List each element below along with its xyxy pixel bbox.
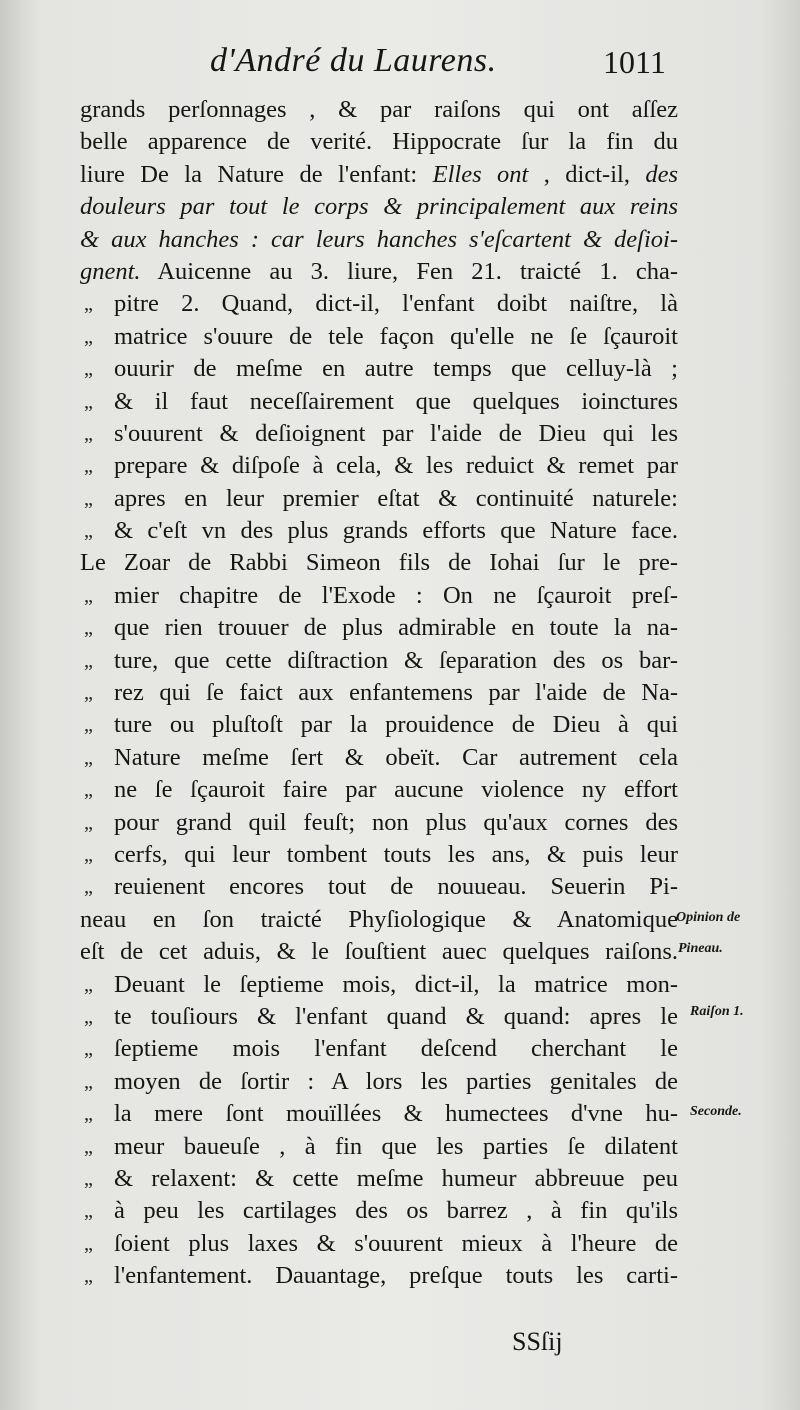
text-line xyxy=(0,386,800,418)
quotation-mark: „ xyxy=(84,876,93,899)
line-text xyxy=(114,677,678,709)
line-text xyxy=(114,483,678,515)
quotation-mark: „ xyxy=(84,422,93,445)
text-line xyxy=(0,515,800,547)
line-text xyxy=(80,256,678,288)
page-header xyxy=(0,42,800,92)
text-line xyxy=(0,191,800,223)
text-line xyxy=(0,483,800,515)
text-line xyxy=(0,1098,800,1130)
text-line xyxy=(0,450,800,482)
quotation-mark: „ xyxy=(84,1167,93,1190)
quotation-mark: „ xyxy=(84,520,93,543)
text-run: pitre 2. Quand, dict-il, l'enfant doibt naiſtre, là xyxy=(114,290,678,318)
quotation-mark: „ xyxy=(84,649,93,672)
margin-note-opinion-line1: Opinion de xyxy=(676,910,741,925)
quotation-mark: „ xyxy=(84,1070,93,1093)
quotation-mark: „ xyxy=(84,487,93,510)
line-text xyxy=(114,1163,678,1195)
line-text xyxy=(114,1066,678,1098)
quotation-mark: „ xyxy=(84,358,93,381)
text-line xyxy=(0,224,800,256)
line-text xyxy=(114,1033,678,1065)
text-run: belle apparence de verité. Hippocrate ſur la fin du xyxy=(80,128,678,156)
text-line xyxy=(0,256,800,288)
text-line xyxy=(0,612,800,644)
text-run: à peu les cartilages des os barrez , à fin qu'ils xyxy=(114,1197,678,1225)
quotation-mark: „ xyxy=(84,1135,93,1158)
line-text xyxy=(80,547,678,579)
body-text xyxy=(0,94,800,1292)
text-line xyxy=(0,645,800,677)
line-text xyxy=(80,159,678,191)
quotation-mark: „ xyxy=(84,1038,93,1061)
italic-run: & aux hanches : car leurs hanches s'eſcartent & deſioi- xyxy=(80,225,678,253)
line-text xyxy=(114,515,678,547)
text-run: ouurir de meſme en autre temps que celluy-là ; xyxy=(114,355,678,383)
margin-note-seconde: Seconde. xyxy=(690,1104,742,1119)
text-run: apres en leur premier eſtat & continuité naturele: xyxy=(114,484,678,512)
text-run: liure De la Nature de l'enfant: xyxy=(80,160,433,188)
italic-run: douleurs par tout le corps & principalement aux reins xyxy=(80,193,678,221)
margin-note-raison: Raiſon 1. xyxy=(690,1004,744,1019)
text-run: Le Zoar de Rabbi Simeon fils de Iohai ſur le pre- xyxy=(80,549,678,577)
line-text xyxy=(80,224,678,256)
quotation-mark: „ xyxy=(84,843,93,866)
text-line xyxy=(0,1033,800,1065)
text-run: grands perſonnages , & par raiſons qui ont aſſez xyxy=(80,96,678,123)
text-run: & il faut neceſſairement que quelques ioinctures xyxy=(114,387,678,415)
quotation-mark: „ xyxy=(84,1005,93,1028)
text-line xyxy=(0,677,800,709)
line-text xyxy=(80,191,678,223)
line-text xyxy=(114,321,678,353)
text-run: , dict-il, xyxy=(528,160,646,188)
margin-note-opinion xyxy=(676,910,740,926)
text-run: ne ſe ſçauroit faire par aucune violence ny effort xyxy=(114,776,678,804)
line-text xyxy=(114,871,678,903)
line-text xyxy=(114,774,678,806)
italic-run: Elles ont xyxy=(432,160,529,188)
text-run: ture ou pluſtoſt par la prouidence de Dieu à qui xyxy=(114,711,678,739)
quotation-mark: „ xyxy=(84,1200,93,1223)
text-run: meur baueuſe , à fin que les parties ſe dilatent xyxy=(114,1132,678,1160)
quotation-mark: „ xyxy=(84,973,93,996)
text-run: te touſiours & l'enfant quand & quand: apres le xyxy=(114,1002,678,1030)
line-text xyxy=(114,1260,678,1292)
line-text xyxy=(114,645,678,677)
text-line xyxy=(0,774,800,806)
line-text xyxy=(114,709,678,741)
text-run: rez qui ſe faict aux enfantemens par l'aide de Na- xyxy=(114,679,678,707)
quotation-mark: „ xyxy=(84,1103,93,1126)
text-run: s'ouurent & deſioignent par l'aide de Dieu qui les xyxy=(114,419,678,447)
text-run: mier chapitre de l'Exode : On ne ſçauroit preſ- xyxy=(114,581,678,609)
text-run: neau en ſon traicté Phyſiologique & Anatomique xyxy=(80,905,678,933)
text-line xyxy=(0,288,800,320)
text-run: Deuant le ſeptieme mois, dict-il, la matrice mon- xyxy=(114,970,678,998)
quotation-mark: „ xyxy=(84,325,93,348)
text-run: Auicenne au 3. liure, Fen 21. traicté 1. cha- xyxy=(140,257,678,285)
text-run: Nature meſme ſert & obeït. Car autrement cela xyxy=(114,743,678,771)
text-run: ſeptieme mois l'enfant deſcend cherchant le xyxy=(114,1035,678,1063)
text-run: & c'eſt vn des plus grands efforts que Nature face. xyxy=(114,517,678,545)
line-text xyxy=(114,288,678,320)
line-text xyxy=(114,1098,678,1130)
text-run: la mere ſont mouïllées & humectees d'vne hu- xyxy=(114,1100,678,1128)
text-run: l'enfantement. Dauantage, preſque touts les carti- xyxy=(114,1262,678,1290)
text-run: que rien trouuer de plus admirable en toute la na- xyxy=(114,614,678,642)
quotation-mark: „ xyxy=(84,293,93,316)
text-line xyxy=(0,353,800,385)
line-text xyxy=(114,353,678,385)
text-run: ture, que cette diſtraction & ſeparation des os bar- xyxy=(114,646,678,674)
quotation-mark: „ xyxy=(84,811,93,834)
line-text xyxy=(114,1195,678,1227)
text-run: matrice s'ouure de tele façon qu'elle ne ſe ſçauroit xyxy=(114,322,678,350)
text-line xyxy=(0,709,800,741)
line-text xyxy=(114,1001,678,1033)
quotation-mark: „ xyxy=(84,779,93,802)
text-line xyxy=(0,126,800,158)
line-text xyxy=(114,580,678,612)
text-line xyxy=(0,839,800,871)
text-line xyxy=(0,1131,800,1163)
line-text xyxy=(80,126,678,158)
text-line xyxy=(0,159,800,191)
quotation-mark: „ xyxy=(84,1232,93,1255)
text-line xyxy=(0,1228,800,1260)
text-line xyxy=(0,1195,800,1227)
text-line xyxy=(0,1066,800,1098)
quotation-mark: „ xyxy=(84,617,93,640)
italic-run: gnent. xyxy=(80,257,141,285)
text-line xyxy=(0,418,800,450)
line-text xyxy=(114,839,678,871)
running-title: d'André du Laurens. xyxy=(210,42,497,79)
text-line xyxy=(0,969,800,1001)
text-line xyxy=(0,580,800,612)
text-line xyxy=(0,547,800,579)
text-run: pour grand quil feuſt; non plus qu'aux cornes des xyxy=(114,808,678,836)
line-text xyxy=(114,386,678,418)
text-line xyxy=(0,94,800,126)
line-text xyxy=(114,807,678,839)
text-line xyxy=(0,1260,800,1292)
line-text xyxy=(80,94,678,126)
text-run: eſt de cet aduis, & le ſouſtient auec quelques raiſons. xyxy=(80,938,678,966)
quotation-mark: „ xyxy=(84,390,93,413)
text-run: moyen de ſortir : A lors les parties genitales de xyxy=(114,1067,678,1095)
text-line xyxy=(0,742,800,774)
text-line xyxy=(0,1163,800,1195)
quotation-mark: „ xyxy=(84,584,93,607)
text-line xyxy=(0,871,800,903)
margin-note-opinion-line2: Pineau. xyxy=(678,941,723,956)
line-text xyxy=(114,1228,678,1260)
text-line xyxy=(0,321,800,353)
margin-note-pineau xyxy=(678,941,723,957)
text-run: cerfs, qui leur tombent touts les ans, & puis leur xyxy=(114,840,678,868)
quotation-mark: „ xyxy=(84,746,93,769)
line-text xyxy=(114,969,678,1001)
line-text xyxy=(80,904,678,936)
text-run: ſoient plus laxes & s'ouurent mieux à l'heure de xyxy=(114,1229,678,1257)
quotation-mark: „ xyxy=(84,455,93,478)
signature-mark: SSſij xyxy=(512,1327,563,1356)
line-text xyxy=(114,418,678,450)
text-line xyxy=(0,807,800,839)
line-text xyxy=(114,450,678,482)
text-run: prepare & diſpoſe à cela, & les reduict & remet par xyxy=(114,452,678,480)
text-line xyxy=(0,1001,800,1033)
page-number: 1011 xyxy=(603,44,666,80)
line-text xyxy=(80,936,678,968)
italic-run: des xyxy=(645,160,679,188)
text-run: reuienent encores tout de nouueau. Seuerin Pi- xyxy=(114,873,678,901)
quotation-mark: „ xyxy=(84,714,93,737)
quotation-mark: „ xyxy=(84,1265,93,1288)
line-text xyxy=(114,612,678,644)
quotation-mark: „ xyxy=(84,682,93,705)
line-text xyxy=(114,742,678,774)
line-text xyxy=(114,1131,678,1163)
text-run: & relaxent: & cette meſme humeur abbreuue peu xyxy=(114,1164,678,1192)
